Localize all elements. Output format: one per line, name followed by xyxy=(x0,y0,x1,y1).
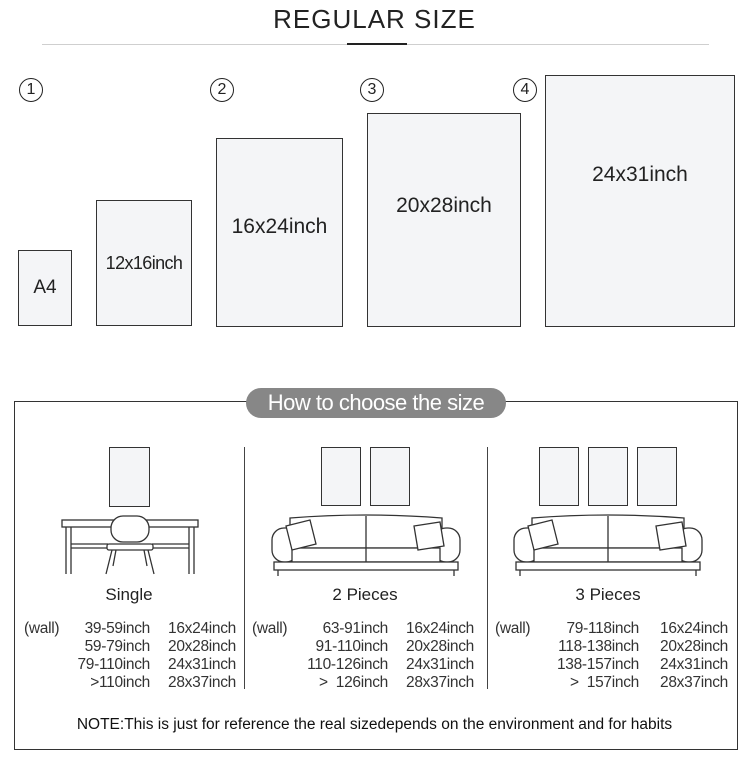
size-label-20x28: 20x28inch xyxy=(396,194,492,217)
size-two-1: 16x24inch xyxy=(406,620,474,637)
wall-range-three-1: 79-118inch xyxy=(566,620,639,637)
size-three-3: 24x31inch xyxy=(660,656,728,673)
column-label-two: 2 Pieces xyxy=(332,585,398,604)
size-frame-20x28 xyxy=(367,113,521,327)
size-frame-12x16 xyxy=(96,200,192,326)
size-two-4: 28x37inch xyxy=(406,674,474,691)
wall-range-three-2: 118-138inch xyxy=(558,638,639,655)
column-label-three: 3 Pieces xyxy=(575,585,641,604)
size-single-2: 20x28inch xyxy=(168,638,236,655)
size-number-2: 2 xyxy=(210,78,234,102)
size-label-16x24: 16x24inch xyxy=(231,214,328,238)
two-piece-art-right xyxy=(370,447,410,506)
size-frame-16x24 xyxy=(216,138,343,327)
wall-range-two-1: 63-91inch xyxy=(322,620,388,637)
size-single-4: 28x37inch xyxy=(168,674,236,691)
size-frame-24x31 xyxy=(545,75,735,327)
wall-label-three: (wall) xyxy=(495,620,531,637)
three-piece-art-left xyxy=(539,447,579,506)
wall-range-single-3: 79-110inch xyxy=(77,656,150,673)
wall-label-single: (wall) xyxy=(24,620,60,637)
sofa-icon-two xyxy=(270,512,462,578)
size-number-3: 3 xyxy=(360,78,384,102)
two-piece-art-left xyxy=(321,447,361,506)
size-single-1: 16x24inch xyxy=(168,620,236,637)
size-number-1: 1 xyxy=(19,78,43,102)
size-three-1: 16x24inch xyxy=(660,620,728,637)
size-single-3: 24x31inch xyxy=(168,656,236,673)
wall-range-two-3: 110-126inch xyxy=(307,656,388,673)
column-divider-2 xyxy=(487,447,488,689)
size-two-3: 24x31inch xyxy=(406,656,474,673)
size-label-24x31: 24x31inch xyxy=(592,163,688,186)
size-three-4: 28x37inch xyxy=(660,674,728,691)
size-number-4: 4 xyxy=(513,78,537,102)
size-guide-title: How to choose the size xyxy=(246,388,506,418)
column-label-single: Single xyxy=(105,585,153,604)
single-wall-art xyxy=(109,447,150,507)
wall-range-two-4: > 126inch xyxy=(319,674,388,691)
reference-note: NOTE:This is just for reference the real sizedepends on the environment and for habits xyxy=(76,716,673,733)
sofa-icon-three xyxy=(512,512,704,578)
page-title: REGULAR SIZE xyxy=(273,4,476,34)
column-divider-1 xyxy=(244,447,245,689)
wall-range-two-2: 91-110inch xyxy=(315,638,388,655)
three-piece-art-right xyxy=(637,447,677,506)
wall-range-single-4: >110inch xyxy=(90,674,150,691)
size-three-2: 20x28inch xyxy=(660,638,728,655)
title-accent-line xyxy=(347,43,407,45)
wall-range-single-1: 39-59inch xyxy=(84,620,150,637)
size-label-12x16: 12x16inch xyxy=(105,252,183,273)
wall-range-three-3: 138-157inch xyxy=(556,656,639,673)
size-label-a4: A4 xyxy=(33,277,57,298)
three-piece-art-center xyxy=(588,447,628,506)
desk-chair-icon xyxy=(60,514,200,576)
wall-range-single-2: 59-79inch xyxy=(84,638,150,655)
wall-range-three-4: > 157inch xyxy=(570,674,639,691)
wall-label-two: (wall) xyxy=(252,620,288,637)
size-frame-a4 xyxy=(18,250,72,326)
size-two-2: 20x28inch xyxy=(406,638,474,655)
